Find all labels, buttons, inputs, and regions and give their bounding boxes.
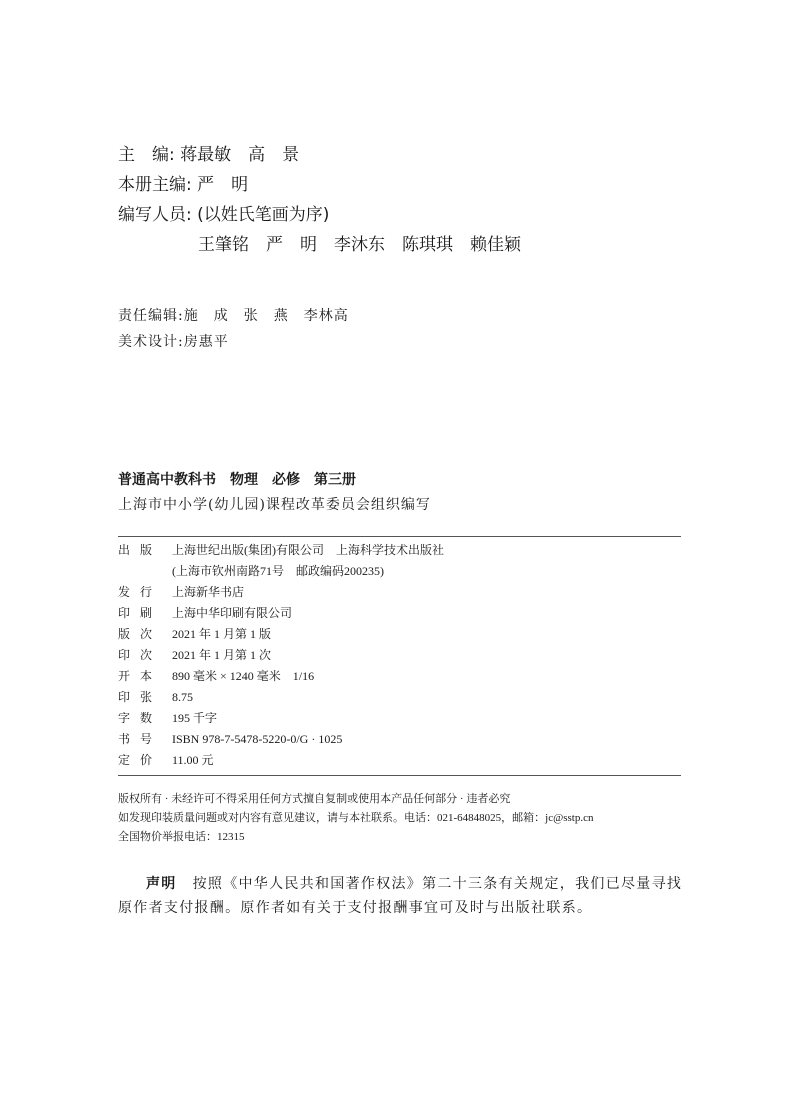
pubinfo-row <box>118 729 681 750</box>
pubinfo-value: 11.00 元 <box>172 753 214 767</box>
art-design: 美术设计:房惠平 <box>118 334 229 350</box>
pubinfo-value: 上海中华印刷有限公司 <box>172 606 293 620</box>
pubinfo-value: 2021 年 1 月第 1 次 <box>172 648 272 662</box>
pubinfo-label: 出版 <box>118 543 163 557</box>
pubinfo-row <box>118 750 681 771</box>
pubinfo-row <box>118 708 681 729</box>
responsible-block <box>118 303 349 355</box>
writers-note: (以姓氏笔画为序) <box>197 205 330 225</box>
pubinfo-value: ISBN 978-7-5478-5220-0/G · 1025 <box>172 732 343 746</box>
pubinfo-row <box>118 645 681 666</box>
writers-label: 编写人员: <box>118 205 192 225</box>
pubinfo-row <box>118 582 681 603</box>
pubinfo-label: 字数 <box>118 711 163 725</box>
copyright-notes <box>118 790 593 847</box>
volume-editor-row <box>118 170 738 200</box>
responsible-editors: 责任编辑:施 成 张 燕 李林高 <box>118 308 349 324</box>
pubinfo-row <box>118 603 681 624</box>
pubinfo-value: 上海世纪出版(集团)有限公司 上海科学技术出版社 <box>172 543 444 557</box>
pubinfo-label: 书号 <box>118 732 163 746</box>
statement-heading: 声明 <box>146 876 177 892</box>
volume-editor-label: 本册主编: <box>118 175 192 195</box>
pubinfo-value: 8.75 <box>172 690 193 704</box>
pubinfo-row <box>118 687 681 708</box>
pubinfo-label: 定价 <box>118 753 163 767</box>
book-organizer: 上海市中小学(幼儿园)课程改革委员会组织编写 <box>118 497 431 513</box>
chief-editor-value: 蒋最敏 高 景 <box>180 145 300 165</box>
pubinfo-row <box>118 540 681 561</box>
writers-names: 王肇铭 严 明 李沐东 陈琪琪 赖佳颖 <box>198 235 521 255</box>
publisher-address: (上海市钦州南路71号 邮政编码200235) <box>172 564 384 578</box>
pubinfo-label: 印次 <box>118 648 163 662</box>
chief-editor-label: 主 编: <box>118 145 175 165</box>
price-hotline: 全国物价举报电话：12315 <box>118 831 245 843</box>
pubinfo-value: 195 千字 <box>172 711 218 725</box>
pubinfo-value: 2021 年 1 月第 1 版 <box>172 627 272 641</box>
statement-text: 按照《中华人民共和国著作权法》第二十三条有关规定，我们已尽量寻找原作者支付报酬。原作者如有关于支付报酬事宜可及时与出版社联系。 <box>118 876 683 916</box>
pubinfo-row <box>118 666 681 687</box>
book-title: 普通高中教科书 物理 必修 第三册 <box>118 472 356 488</box>
quality-contact: 如发现印装质量问题或对内容有意见建议，请与本社联系。电话：021-64848025，邮箱：jc@sstp.cn <box>118 812 594 824</box>
pubinfo-label: 版次 <box>118 627 163 641</box>
pubinfo-label: 印张 <box>118 690 163 704</box>
editors-block <box>118 140 738 260</box>
rights-notice: 版权所有 · 未经许可不得采用任何方式擅自复制或使用本产品任何部分 · 违者必究 <box>118 793 511 805</box>
chief-editor-row <box>118 140 738 170</box>
pubinfo-label: 开本 <box>118 669 163 683</box>
writers-row <box>118 200 738 230</box>
pubinfo-label: 发行 <box>118 585 163 599</box>
volume-editor-value: 严 明 <box>197 175 249 195</box>
pubinfo-value: 890 毫米 × 1240 毫米 1/16 <box>172 669 315 683</box>
statement-paragraph <box>118 872 684 920</box>
book-block <box>118 468 431 518</box>
pubinfo-value: 上海新华书店 <box>172 585 245 599</box>
pubinfo-row <box>118 624 681 645</box>
publication-info <box>118 536 681 776</box>
pubinfo-label: 印刷 <box>118 606 163 620</box>
